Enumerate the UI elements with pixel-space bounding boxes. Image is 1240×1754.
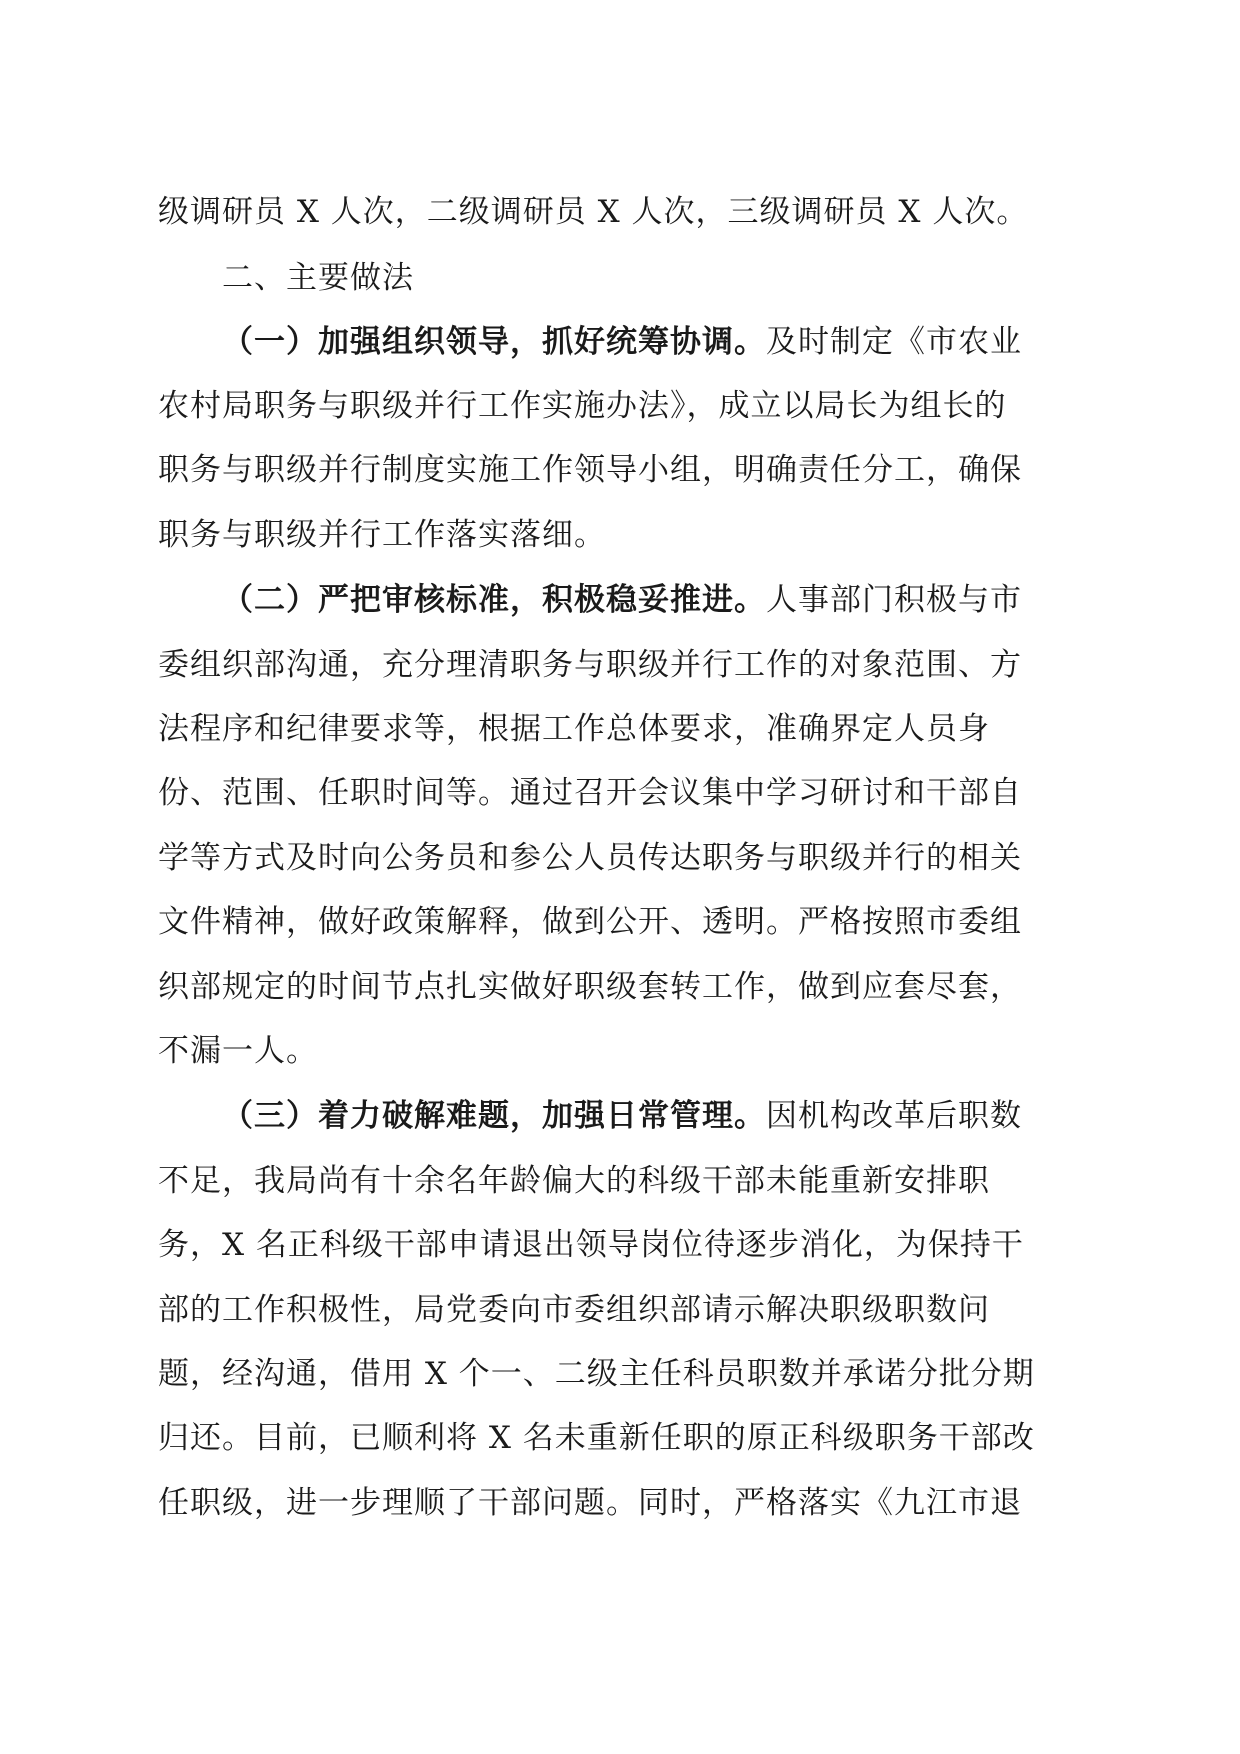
paragraph-3-line-3: 务，X 名正科级干部申请退出领导岗位待逐步消化，为保持干 xyxy=(158,1227,1024,1263)
paragraph-3-line-7: 任职级，进一步理顺了干部问题。同时，严格落实《九江市退 xyxy=(158,1485,1022,1521)
paragraph-3-heading: （三）着力破解难题，加强日常管理。 xyxy=(222,1098,766,1134)
intro-line: 级调研员 X 人次，二级调研员 X 人次，三级调研员 X 人次。 xyxy=(158,194,1029,230)
paragraph-2-heading: （二）严把审核标准，积极稳妥推进。 xyxy=(222,582,766,618)
paragraph-2-line-6: 文件精神，做好政策解释，做到公开、透明。严格按照市委组 xyxy=(158,904,1022,940)
paragraph-2-line-1 xyxy=(222,580,1122,620)
paragraph-2-text: 人事部门积极与市 xyxy=(766,582,1022,618)
paragraph-3-line-2: 不足，我局尚有十余名年龄偏大的科级干部未能重新安排职 xyxy=(158,1163,990,1199)
paragraph-2-line-2: 委组织部沟通，充分理清职务与职级并行工作的对象范围、方 xyxy=(158,647,1022,683)
paragraph-3-line-6: 归还。目前，已顺利将 X 名未重新任职的原正科级职务干部改 xyxy=(158,1420,1035,1456)
paragraph-1-line-2: 农村局职务与职级并行工作实施办法》，成立以局长为组长的 xyxy=(158,388,1007,424)
paragraph-2-line-3: 法程序和纪律要求等，根据工作总体要求，准确界定人员身 xyxy=(158,711,990,747)
paragraph-2-line-7: 织部规定的时间节点扎实做好职级套转工作，做到应套尽套， xyxy=(158,969,1022,1005)
paragraph-2-line-8: 不漏一人。 xyxy=(158,1033,318,1069)
paragraph-3-line-1 xyxy=(222,1096,1122,1136)
paragraph-3-line-5: 题，经沟通，借用 X 个一、二级主任科员职数并承诺分批分期 xyxy=(158,1356,1035,1392)
paragraph-3-line-4: 部的工作积极性，局党委向市委组织部请示解决职级职数问 xyxy=(158,1292,990,1328)
paragraph-1-text: 及时制定《市农业 xyxy=(766,324,1022,360)
section-title: 二、主要做法 xyxy=(222,260,414,296)
paragraph-3-text: 因机构改革后职数 xyxy=(766,1098,1022,1134)
paragraph-1-line-4: 职务与职级并行工作落实落细。 xyxy=(158,517,606,553)
paragraph-2-line-4: 份、范围、任职时间等。通过召开会议集中学习研讨和干部自 xyxy=(158,775,1022,811)
paragraph-1-heading: （一）加强组织领导，抓好统筹协调。 xyxy=(222,324,766,360)
paragraph-2-line-5: 学等方式及时向公务员和参公人员传达职务与职级并行的相关 xyxy=(158,840,1022,876)
paragraph-1-line-3: 职务与职级并行制度实施工作领导小组，明确责任分工，确保 xyxy=(158,452,1022,488)
paragraph-1-line-1 xyxy=(222,322,1122,362)
